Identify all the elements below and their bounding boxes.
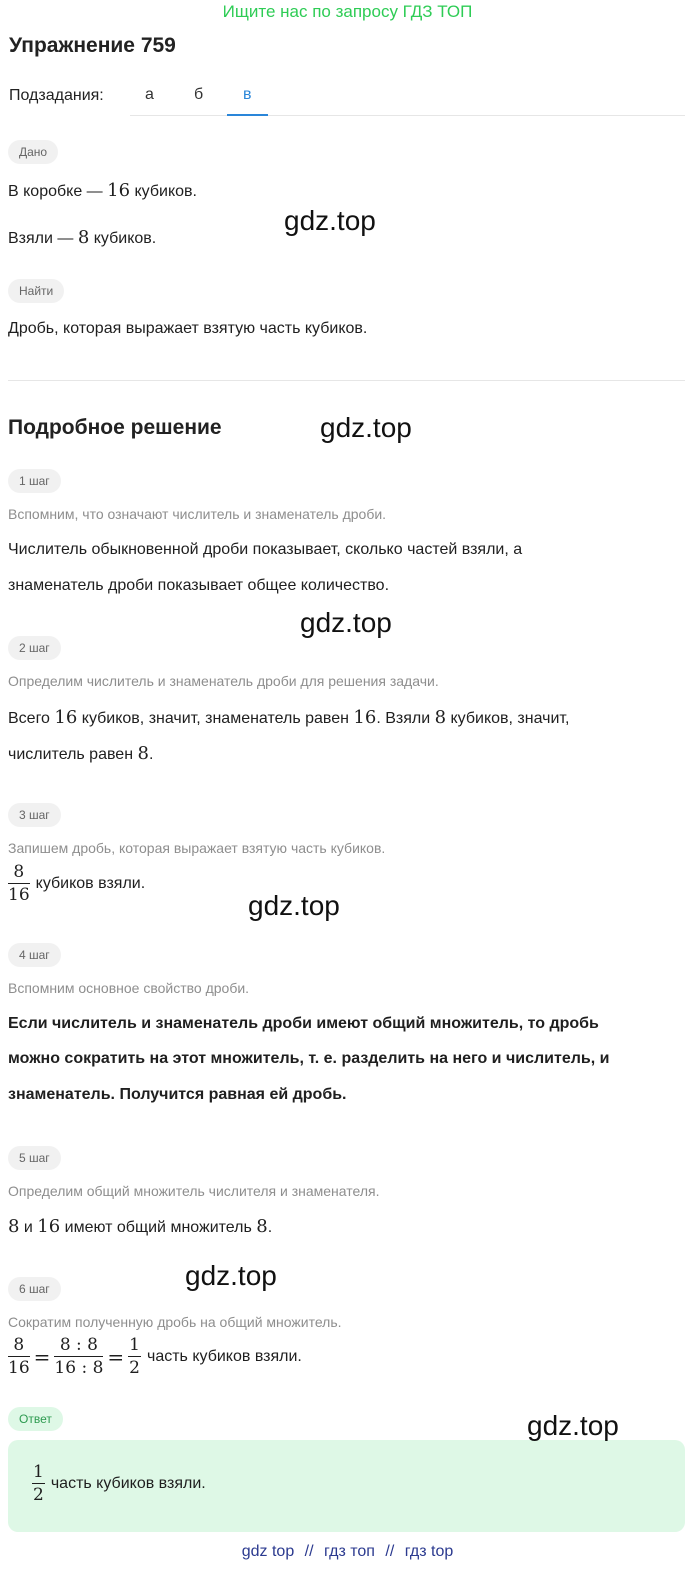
answer-line: $\frac{1}{2}$ часть кубиков взяли. [33, 1462, 206, 1505]
step-1-line-2: знаменатель дроби показывает общее количество. [8, 577, 390, 594]
answer-chip: Ответ [8, 1407, 63, 1431]
tabs-underline [130, 115, 685, 116]
solution-heading: Подробное решение [8, 416, 222, 439]
step-2-line-1: Всего 16 кубиков, значит, знаменатель равен 16. Взяли 8 кубиков, значит, [8, 707, 570, 728]
watermark: gdz.top [284, 205, 376, 236]
find-chip: Найти [8, 279, 64, 303]
step-3-fraction-line: $\frac{8}{16}$ кубиков взяли. [8, 862, 146, 905]
fraction-1-2: $\frac{1}{2}$ [129, 1335, 140, 1378]
tab-a[interactable]: а [145, 86, 154, 103]
fraction-division: $\frac{8 : 8}{16 : 8}$ [54, 1335, 104, 1378]
step-3-chip: 3 шаг [8, 803, 61, 827]
given-line-1: В коробке — 16 кубиков. [8, 180, 197, 201]
step-6-chip: 6 шаг [8, 1277, 61, 1301]
fraction-8-16: $\frac{8}{16}$ [8, 862, 30, 905]
step-3-hint: Запишем дробь, которая выражает взятую часть кубиков. [8, 840, 386, 856]
step-6-equation: $\frac{8}{16}$ = $\frac{8 : 8}{16 : 8}$ = $\frac{1}{2}$ часть кубиков взяли. [8, 1335, 302, 1378]
footer-link-gdz-top-ru[interactable]: гдз топ [324, 1543, 375, 1560]
fraction-8-16: $\frac{8}{16}$ [8, 1335, 30, 1378]
watermark: gdz.top [320, 412, 412, 443]
find-text: Дробь, которая выражает взятую часть кубиков. [8, 320, 368, 337]
top-search-link[interactable]: Ищите нас по запросу ГДЗ ТОП [222, 2, 473, 21]
fraction-1-2: $\frac{1}{2}$ [33, 1462, 44, 1505]
step-2-line-2: числитель равен 8. [8, 743, 154, 764]
step-5-hint: Определим общий множитель числителя и знаменателя. [8, 1183, 380, 1199]
step-4-line-3: знаменатель. Получится равная ей дробь. [8, 1086, 347, 1103]
footer-link-gdz-top[interactable]: gdz top [241, 1543, 295, 1560]
given-line-2: Взяли — 8 кубиков. [8, 227, 157, 248]
watermark: gdz.top [185, 1260, 277, 1291]
watermark: gdz.top [300, 607, 392, 638]
step-2-hint: Определим числитель и знаменатель дроби для решения задачи. [8, 673, 439, 689]
footer-link-gdz-top-mixed[interactable]: гдз top [404, 1543, 454, 1560]
step-4-hint: Вспомним основное свойство дроби. [8, 980, 250, 996]
active-tab-indicator [227, 114, 268, 116]
step-6-hint: Сократим полученную дробь на общий множитель. [8, 1314, 342, 1330]
watermark: gdz.top [248, 890, 340, 921]
step-2-chip: 2 шаг [8, 636, 61, 660]
tab-v[interactable]: в [243, 86, 252, 103]
step-5-chip: 5 шаг [8, 1146, 61, 1170]
step-1-chip: 1 шаг [8, 469, 61, 493]
step-1-line-1: Числитель обыкновенной дроби показывает, сколько частей взяли, а [8, 541, 523, 558]
step-4-line-1: Если числитель и знаменатель дроби имеют общий множитель, то дробь [8, 1015, 599, 1032]
step-5-line: 8 и 16 имеют общий множитель 8. [8, 1216, 273, 1237]
step-4-line-2: можно сократить на этот множитель, т. е. разделить на него и числитель, и [8, 1050, 610, 1067]
footer-separator: // [304, 1543, 314, 1560]
footer-links [0, 1543, 695, 1561]
page-title: Упражнение 759 [9, 34, 176, 57]
step-1-hint: Вспомним, что означают числитель и знаменатель дроби. [8, 506, 387, 522]
given-chip: Дано [8, 140, 58, 164]
watermark: gdz.top [527, 1410, 619, 1441]
tab-b[interactable]: б [194, 86, 204, 103]
step-4-chip: 4 шаг [8, 943, 61, 967]
footer-separator: // [385, 1543, 395, 1560]
section-divider [8, 380, 685, 381]
subtasks-label: Подзадания: [9, 87, 104, 104]
